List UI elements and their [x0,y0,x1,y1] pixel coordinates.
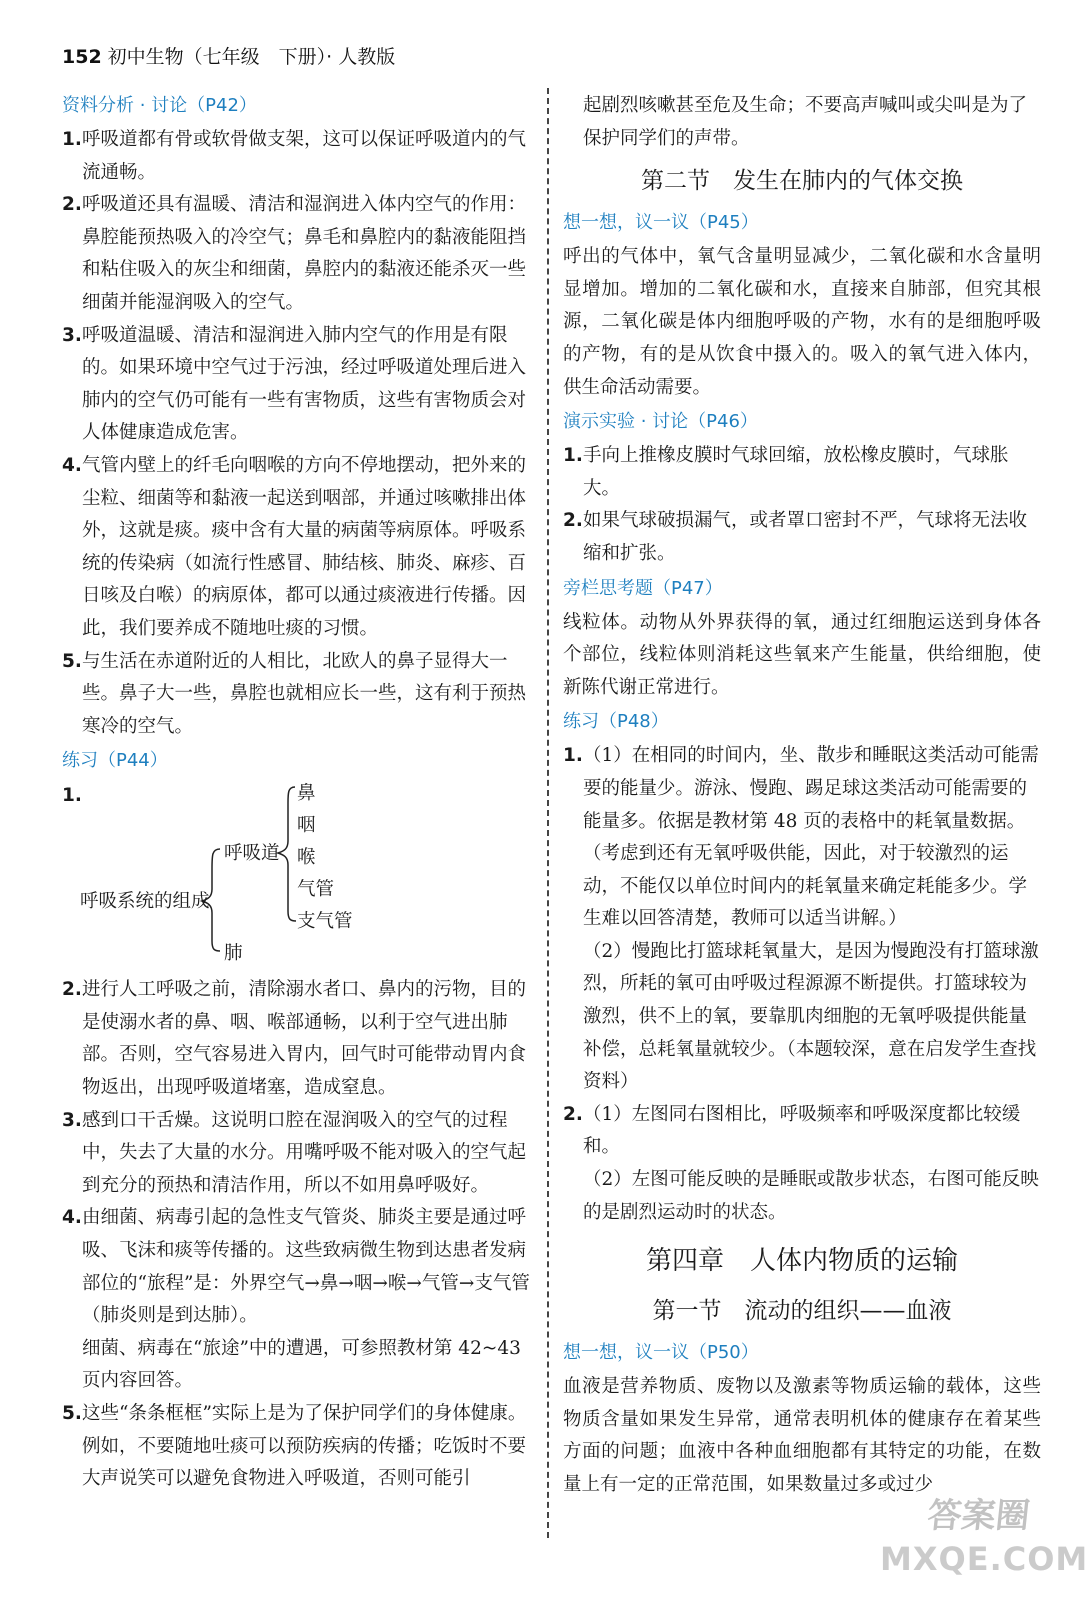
list-item [62,646,536,744]
item-number: 1. [62,785,82,807]
diagram-leaf: 咽 [297,815,316,837]
item-text: 呼吸道温暖、清洁和湿润进入肺内空气的作用是有限的。如果环境中空气过于污浊，经过呼吸道处理后进入肺内的空气仍可能有一些有害物质，这些有害物质会对人体健康造成危害。 [82,324,527,444]
item-text: 与生活在赤道附近的人相比，北欧人的鼻子显得大一些。鼻子大一些，鼻腔也就相应长一些，这有利于预热寒冷的空气。 [82,650,527,737]
list-item [62,1398,536,1496]
diagram-branch: 呼吸道 [224,843,280,865]
section-heading: 想一想，议一议（P45） [563,212,759,234]
list-item [62,974,536,1104]
page-number: 152 [62,46,102,68]
item-number: 1. [62,129,82,150]
item-text: （1）在相同的时间内，坐、散步和睡眠这类活动可能需要的能量少。游泳、慢跑、踢足球这类活动可能需要的能量多。依据是教材第 48 页的表格中的耗氧量数据。（考虑到还有无氧呼吸供能，因此，对于较激烈的运动，不能仅以单位时间内的耗氧量来确定耗能多少。学生难以回答清楚，教师可以适当讲解。） [583,745,1039,930]
section-heading: 旁栏思考题（P47） [563,577,723,599]
list-item [62,320,536,450]
watermark-logo: 答案圈 [925,1496,1032,1536]
item-text: （1）左图同右图相比，呼吸频率和呼吸深度都比较缓和。 [583,1103,1021,1158]
section-heading: 演示实验 · 讨论（P46） [563,411,758,433]
item-number: 5. [62,1403,82,1424]
item-number: 2. [62,194,82,216]
diagram-leaf: 喉 [297,847,316,869]
item-note: 细菌、病毒在“旅途”中的遭遇，可参照教材第 42~43 页内容回答。 [82,1337,521,1392]
item-text: 进行人工呼吸之前，清除溺水者口、鼻内的污物，目的是使溺水者的鼻、咽、喉部通畅，以利于空气进出肺部。否则，空气容易进入胃内，回气时可能带动胃内食物返出，出现呼吸道堵塞，造成窒息。 [82,979,527,1099]
list-item [62,450,536,646]
respiratory-system-diagram [62,779,536,974]
item-number: 2. [62,979,82,1001]
chapter-title: 第四章 人体内物质的运输 [645,1246,958,1277]
item-text: 由细菌、病毒引起的急性支气管炎、肺炎主要是通过呼吸、飞沫和痰等传播的。这些致病微生物到达患者发病部位的“旅程”是：外界空气→鼻→咽→喉→气管→支气管（肺炎则是到达肺）。 [82,1207,530,1327]
list-item [563,1099,1041,1164]
item-text: 呼吸道还具有温暖、清洁和湿润进入体内空气的作用：鼻腔能预热吸入的冷空气；鼻毛和鼻腔内的黏液能阻挡和粘住吸入的灰尘和细菌，鼻腔内的黏液还能杀灭一些细菌并能湿润吸入的空气。 [82,194,527,313]
list-item [563,440,1041,505]
diagram-leaf: 鼻 [297,783,316,805]
item-text: 呼吸道都有骨或软骨做支架，这可以保证呼吸道内的气流通畅。 [82,129,527,183]
column-divider [547,88,549,1538]
section-heading: 想一想，议一议（P50） [563,1342,759,1364]
item-text: （2）左图可能反映的是睡眠或散步状态，右图可能反映的是剧烈运动时的状态。 [583,1169,1039,1223]
continued-text: 起剧烈咳嗽甚至危及生命；不要高声喊叫或尖叫是为了保护同学们的声带。 [583,95,1028,149]
item-text: 这些“条条框框”实际上是为了保护同学们的身体健康。例如，不要随地吐痰可以预防疾病的传播；吃饭时不要大声说笑可以避免食物进入呼吸道，否则可能引 [82,1403,527,1490]
list-item [62,189,536,319]
book-title: 初中生物（七年级 下册）· 人教版 [107,46,396,68]
item-text: 感到口干舌燥。这说明口腔在湿润吸入的空气的过程中，失去了大量的水分。用嘴呼吸不能对吸入的空气起到充分的预热和清洁作用，所以不如用鼻呼吸好。 [82,1109,527,1196]
item-text: 如果气球破损漏气，或者罩口密封不严，气球将无法收缩和扩张。 [583,510,1028,564]
item-number: 5. [62,650,82,672]
list-item [62,124,536,189]
item-text: 手向上推橡皮膜时气球回缩，放松橡皮膜时，气球胀大。 [583,445,1009,499]
item-text: 气管内壁上的纤毛向咽喉的方向不停地摆动，把外来的尘粒、细菌等和黏液一起送到咽部，并通过咳嗽排出体外，这就是痰。痰中含有大量的病菌等病原体。呼吸系统的传染病（如流行性感冒、肺结核、肺炎、麻疹、百日咳及白喉）的病原体，都可以通过痰液进行传播。因此，我们要养成不随地吐痰的习惯。 [82,454,527,639]
item-number: 2. [563,1103,583,1125]
section-heading: 练习（P48） [563,711,669,733]
list-item [563,505,1041,570]
diagram-root: 呼吸系统的组成 [80,891,210,913]
list-item [62,1105,536,1203]
paragraph: 血液是营养物质、废物以及激素等物质运输的载体，这些物质含量如果发生异常，通常表明机体的健康存在着某些方面的问题；血液中各种血细胞都有其特定的功能，在数量上有一定的正常范围，如果数量过多或过少 [563,1376,1041,1495]
diagram-leaf: 气管 [297,879,335,901]
watermark-url: MXQE.COM [880,1540,1089,1578]
item-number: 3. [62,1109,82,1131]
item-number: 4. [62,454,82,476]
section-heading: 练习（P44） [62,750,168,772]
page-header [62,42,395,69]
item-number: 1. [563,745,583,767]
section-title: 第二节 发生在肺内的气体交换 [641,168,963,195]
left-column [62,88,536,1496]
paragraph: 线粒体。动物从外界获得的氧，通过红细胞运送到身体各个部位，线粒体则消耗这些氧来产生能量，供给细胞，使新陈代谢正常进行。 [563,611,1041,698]
section-title: 第一节 流动的组织——血液 [652,1298,952,1325]
paragraph: 呼出的气体中，氧气含量明显减少，二氧化碳和水含量明显增加。增加的二氧化碳和水，直接来自肺部，但究其根源，二氧化碳是体内细胞呼吸的产物，水有的是细胞呼吸的产物，有的是从饮食中摄入的。吸入的氧气进入体内，供生命活动需要。 [563,246,1041,398]
diagram-branch: 肺 [224,943,243,965]
right-column [563,90,1041,1502]
section-heading: 资料分析 · 讨论（P42） [62,95,257,116]
list-item [62,1202,536,1332]
item-number: 2. [563,510,583,532]
item-number: 3. [62,324,82,346]
item-text: （2）慢跑比打篮球耗氧量大，是因为慢跑没有打篮球激烈，所耗的氧可由呼吸过程源源不断提供。打篮球较为激烈，供不上的氧，要靠肌肉细胞的无氧呼吸提供能量补偿，总耗氧量就较少。（本题较深，意在启发学生查找资料） [583,940,1039,1093]
diagram-leaf: 支气管 [297,911,353,933]
list-item [563,740,1041,936]
item-number: 4. [62,1207,82,1229]
item-number: 1. [563,445,583,467]
